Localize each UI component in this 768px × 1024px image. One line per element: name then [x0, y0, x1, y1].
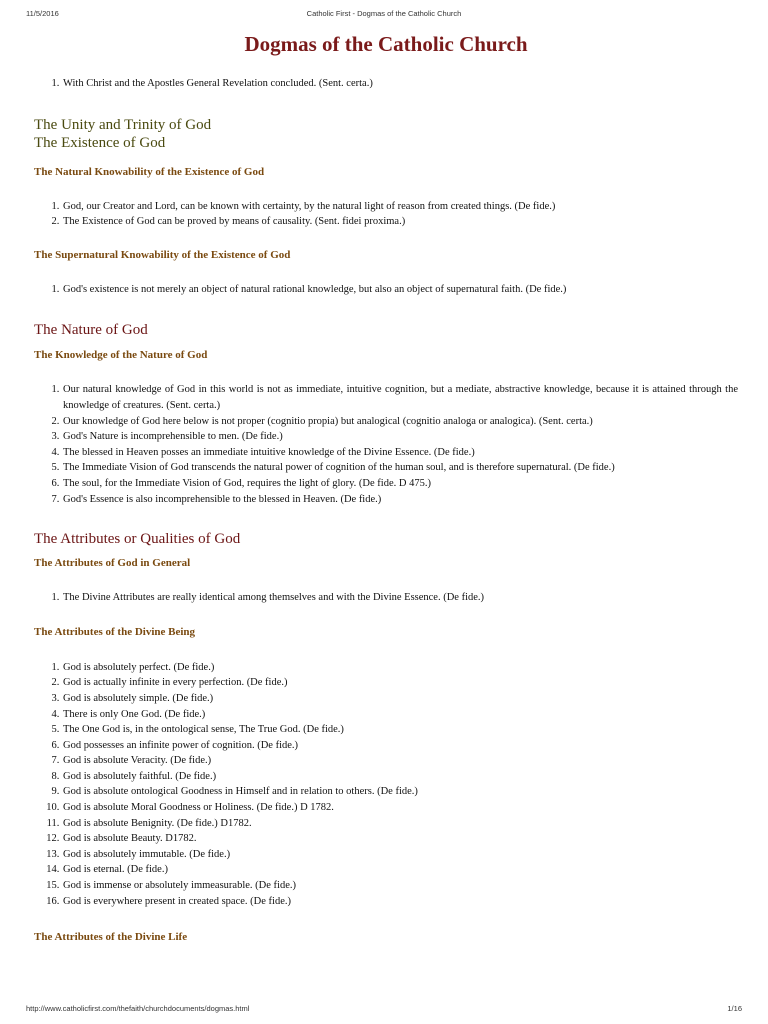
attributes-divine-being-list [34, 660, 738, 910]
list-item: 14. God is eternal. (De fide.) [62, 862, 738, 878]
subheading-attributes-divine-being: The Attributes of the Divine Being [34, 625, 196, 638]
section-heading-attributes: The Attributes or Qualities of God [34, 531, 241, 548]
list-item: 13. God is absolutely immutable. (De fide.) [62, 847, 738, 863]
list-item: 2. The Existence of God can be proved by means of causality. (Sent. fidei proxima.) [62, 214, 738, 230]
supernatural-knowability-list [34, 282, 738, 298]
page-title: Dogmas of the Catholic Church [244, 32, 528, 56]
intro-list [34, 76, 738, 92]
subheading-natural-knowability: The Natural Knowability of the Existence of God [34, 165, 265, 178]
list-item: 8. God is absolutely faithful. (De fide.) [62, 769, 738, 785]
knowledge-of-nature-list [34, 382, 738, 507]
list-item: 2. Our knowledge of God here below is not proper (cognitio propia) but analogical (cognitio analoga or analogica). (Sent. certa.) [62, 414, 738, 430]
subheading-supernatural-knowability: The Supernatural Knowability of the Existence of God [34, 248, 291, 261]
list-item: 7. God is absolute Veracity. (De fide.) [62, 753, 738, 769]
print-date: 11/5/2016 [26, 9, 59, 18]
section-heading-unity-trinity: The Unity and Trinity of God [34, 116, 212, 133]
list-item: 16. God is everywhere present in created space. (De fide.) [62, 894, 738, 910]
document-content [34, 30, 738, 944]
print-title: Catholic First - Dogmas of the Catholic Church [306, 9, 462, 18]
section-heading-existence: The Existence of God [34, 134, 166, 151]
list-item: 7. God's Essence is also incomprehensible to the blessed in Heaven. (De fide.) [62, 492, 738, 508]
list-item: 4. There is only One God. (De fide.) [62, 707, 738, 723]
natural-knowability-list [34, 199, 738, 230]
list-item: 11. God is absolute Benignity. (De fide.) D1782. [62, 816, 738, 832]
list-item: 3. God is absolutely simple. (De fide.) [62, 691, 738, 707]
page-number: 1/16 [727, 1004, 742, 1013]
list-item: 12. God is absolute Beauty. D1782. [62, 831, 738, 847]
list-item: 1. God's existence is not merely an object of natural rational knowledge, but also an object of supernatural faith. (De fide.) [62, 282, 738, 298]
list-item: 1. With Christ and the Apostles General Revelation concluded. (Sent. certa.) [62, 76, 738, 92]
list-item: 1. God is absolutely perfect. (De fide.) [62, 660, 738, 676]
list-item: 6. God possesses an infinite power of cognition. (De fide.) [62, 738, 738, 754]
list-item: 1. The Divine Attributes are really identical among themselves and with the Divine Essence. (De fide.) [62, 590, 738, 606]
list-item: 1. God, our Creator and Lord, can be known with certainty, by the natural light of reason from created things. (De fide.) [62, 199, 738, 215]
list-item: 5. The Immediate Vision of God transcends the natural power of cognition of the human soul, and is therefore supernatural. (De fide.) [62, 460, 738, 476]
list-item: 1. Our natural knowledge of God in this world is not as immediate, intuitive cognition, but a mediate, abstractive knowledge, because it is attained through the knowledge of creatures. (Sent. certa.) [62, 382, 738, 413]
subheading-attributes-divine-life: The Attributes of the Divine Life [34, 931, 188, 944]
subheading-attributes-general: The Attributes of God in General [34, 557, 191, 570]
section-heading-nature: The Nature of God [34, 322, 148, 339]
list-item: 4. The blessed in Heaven posses an immediate intuitive knowledge of the Divine Essence. (De fide.) [62, 445, 738, 461]
list-item: 5. The One God is, in the ontological sense, The True God. (De fide.) [62, 722, 738, 738]
attributes-general-list [34, 590, 738, 606]
list-item: 10. God is absolute Moral Goodness or Holiness. (De fide.) D 1782. [62, 800, 738, 816]
list-item: 15. God is immense or absolutely immeasurable. (De fide.) [62, 878, 738, 894]
list-item: 3. God's Nature is incomprehensible to men. (De fide.) [62, 429, 738, 445]
list-item: 6. The soul, for the Immediate Vision of God, requires the light of glory. (De fide. D 475.) [62, 476, 738, 492]
list-item: 9. God is absolute ontological Goodness in Himself and in relation to others. (De fide.) [62, 784, 738, 800]
subheading-knowledge-of-nature: The Knowledge of the Nature of God [34, 349, 208, 362]
print-url: http://www.catholicfirst.com/thefaith/churchdocuments/dogmas.html [26, 1004, 250, 1013]
list-item: 2. God is actually infinite in every perfection. (De fide.) [62, 675, 738, 691]
